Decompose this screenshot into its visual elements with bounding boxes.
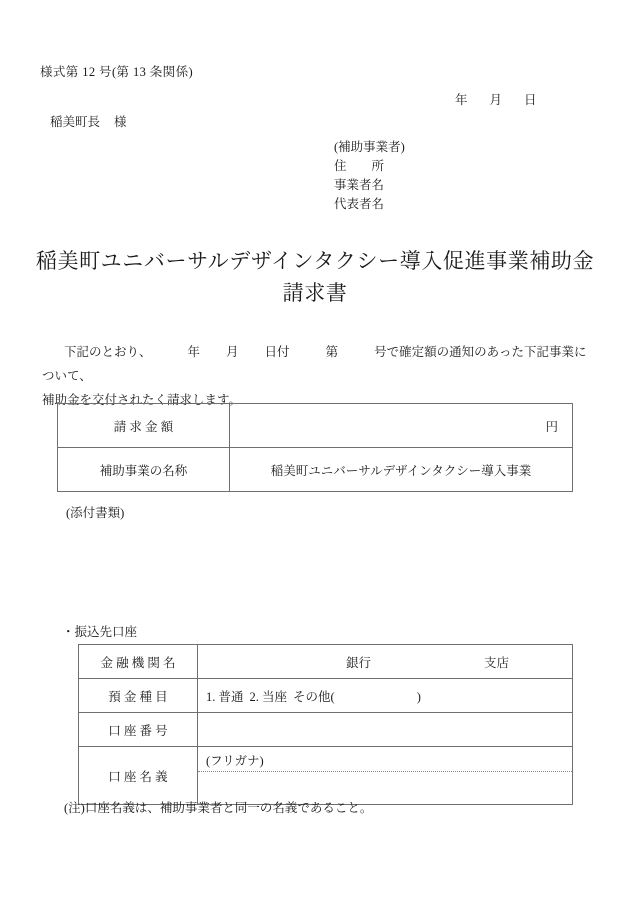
institution-label: 金 融 機 関 名 (79, 645, 198, 679)
project-name-value: 稲美町ユニバーサルデザインタクシー導入事業 (230, 448, 573, 492)
body-month-label: 月 (226, 345, 239, 359)
applicant-address-label: 住 所 (334, 159, 385, 173)
applicant-representative-label: 代表者名 (334, 197, 385, 211)
footnote: (注)口座名義は、補助事業者と同一の名義であること。 (64, 801, 373, 815)
account-holder-value-cell[interactable] (198, 747, 573, 805)
date-month-label: 月 (489, 93, 503, 107)
deposit-option-other-prefix[interactable]: その他( (293, 689, 335, 704)
table-row (79, 747, 573, 805)
table-row (79, 645, 573, 679)
bank-account-table (78, 644, 573, 805)
page-title (0, 245, 630, 309)
claim-table (57, 403, 573, 492)
applicant-heading: (補助事業者) (334, 140, 405, 154)
attachments-label: (添付書類) (66, 506, 125, 520)
table-row (79, 713, 573, 747)
bank-section-heading: ・振込先口座 (62, 625, 138, 639)
addressee-honorific: 様 (114, 115, 127, 129)
form-number: 様式第 12 号(第 13 条関係) (40, 65, 194, 79)
deposit-option-current[interactable]: 2. 当座 (249, 689, 288, 704)
bank-word: 銀行 (346, 655, 372, 670)
furigana-divider (198, 771, 572, 772)
body-prefix: 下記のとおり、 (64, 345, 152, 359)
branch-word: 支店 (484, 655, 510, 670)
date-year-label: 年 (455, 93, 468, 107)
body-paragraph (42, 340, 594, 412)
body-day-label: 日付 (264, 345, 290, 359)
page-title-line2: 請求書 (282, 281, 348, 305)
account-number-value[interactable] (198, 713, 573, 747)
date-day-label: 日 (524, 93, 537, 107)
furigana-label: (フリガナ) (206, 754, 264, 768)
account-holder-label: 口 座 名 義 (79, 747, 198, 805)
deposit-option-ordinary[interactable]: 1. 普通 (206, 689, 244, 704)
addressee-name: 稲美町長 (50, 115, 101, 129)
date-line (455, 90, 537, 108)
table-row (58, 448, 573, 492)
body-year-label: 年 (187, 345, 201, 359)
institution-value-cell[interactable] (198, 645, 573, 679)
applicant-business-name-label: 事業者名 (334, 178, 385, 192)
deposit-option-other-suffix: ) (416, 689, 421, 704)
addressee (50, 112, 127, 130)
project-name-label: 補助事業の名称 (58, 448, 230, 492)
deposit-type-options[interactable] (198, 679, 573, 713)
page-title-line1: 稲美町ユニバーサルデザインタクシー導入促進事業補助金 (35, 249, 595, 273)
body-number-prefix: 第 (325, 345, 339, 359)
claim-amount-value[interactable]: 円 (230, 404, 573, 448)
table-row (79, 679, 573, 713)
account-number-label: 口 座 番 号 (79, 713, 198, 747)
body-line2: 補助金を交付されたく請求します。 (42, 393, 242, 407)
deposit-type-label: 預 金 種 目 (79, 679, 198, 713)
applicant-block (334, 138, 405, 214)
table-row (58, 404, 573, 448)
body-number-suffix: 号で確定額の通知のあった下記事業について、 (42, 345, 587, 383)
claim-amount-label: 請 求 金 額 (58, 404, 230, 448)
